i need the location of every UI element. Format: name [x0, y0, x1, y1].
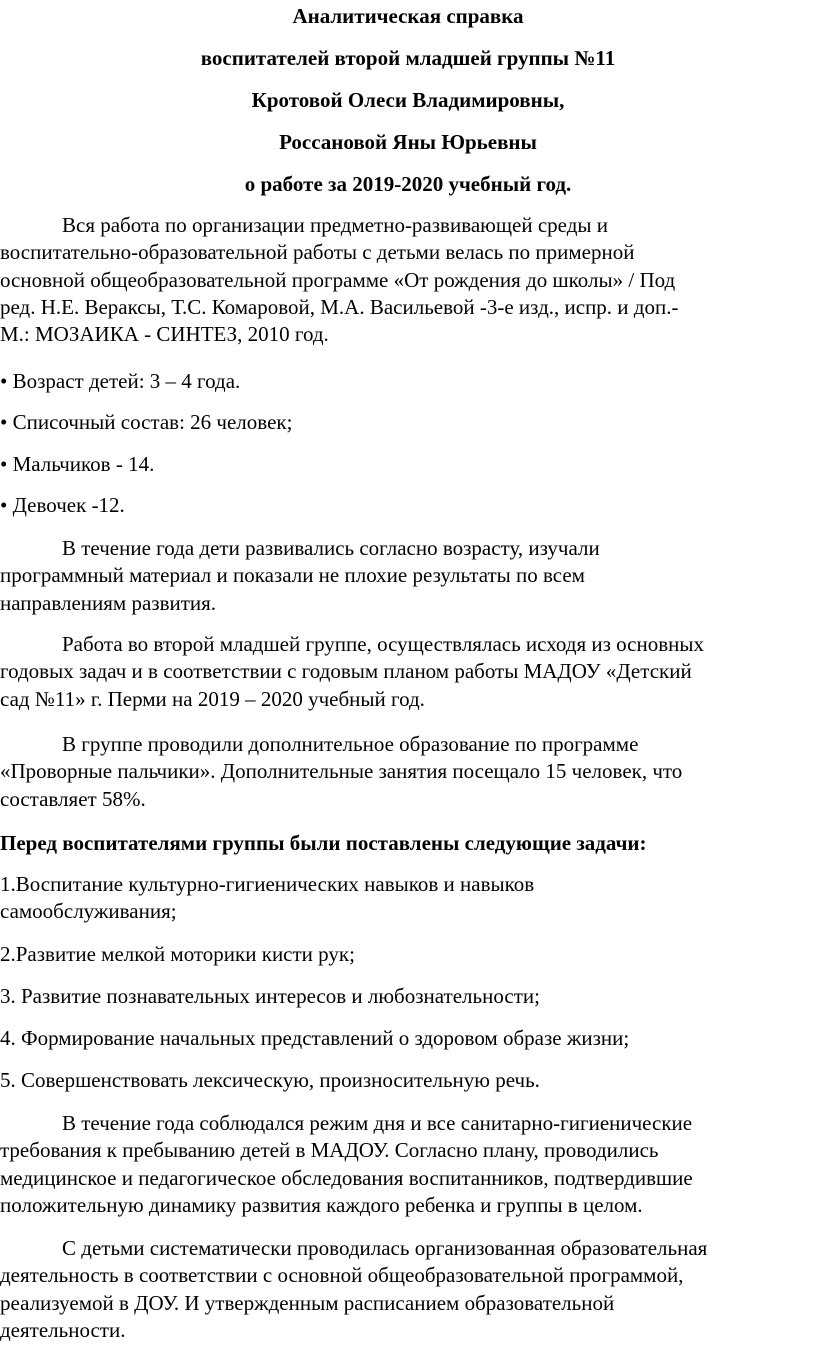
- fact-boys: • Мальчиков - 14.: [0, 452, 155, 476]
- development-line-2: программный материал и показали не плохие результаты по всем: [0, 563, 585, 588]
- extra-education-paragraph: [0, 731, 816, 813]
- work-paragraph: [0, 631, 816, 713]
- regime-line-3: медицинское и педагогическое обследования воспитанников, подтвердившие: [0, 1165, 693, 1190]
- title-line-5: о работе за 2019-2020 учебный год.: [244, 172, 572, 196]
- intro-line-2: воспитательно-образовательной работы с детьми велась по примерной: [0, 240, 635, 265]
- intro-line-3: основной общеобразовательной программе «От рождения до школы» / Под: [0, 267, 676, 292]
- intro-paragraph: [0, 212, 816, 348]
- task-1-line-1: 1.Воспитание культурно-гигиенических навыков и навыков: [0, 872, 535, 896]
- systematic-line-1: С детьми систематически проводилась организованная образовательная: [62, 1236, 708, 1260]
- fact-roster: • Списочный состав: 26 человек;: [0, 410, 293, 434]
- work-line-3: сад №11» г. Перми на 2019 – 2020 учебный год.: [0, 686, 425, 711]
- development-paragraph: [0, 535, 816, 617]
- task-2: 2.Развитие мелкой моторики кисти рук;: [0, 942, 355, 966]
- title-line-2: воспитателей второй младшей группы №11: [200, 46, 616, 70]
- regime-paragraph: [0, 1110, 816, 1219]
- extra-line-3: составляет 58%.: [0, 786, 146, 811]
- task-1: [0, 871, 816, 926]
- title-line-4: Россановой Яны Юрьевны: [279, 130, 537, 154]
- task-5: 5. Совершенствовать лексическую, произносительную речь.: [0, 1068, 540, 1092]
- regime-line-2: требования к пребыванию детей в МАДОУ. Согласно плану, проводились: [0, 1138, 659, 1163]
- intro-line-5: М.: МОЗАИКА - СИНТЕЗ, 2010 год.: [0, 322, 329, 347]
- task-4: 4. Формирование начальных представлений о здоровом образе жизни;: [0, 1026, 630, 1050]
- tasks-heading: Перед воспитателями группы были поставлены следующие задачи:: [0, 831, 647, 855]
- title-line-1: Аналитическая справка: [292, 4, 524, 28]
- task-3: 3. Развитие познавательных интересов и любознательности;: [0, 984, 540, 1008]
- systematic-line-2: деятельность в соответствии с основной общеобразовательной программой,: [0, 1263, 684, 1288]
- fact-girls: • Девочек -12.: [0, 493, 125, 517]
- systematic-paragraph: [0, 1235, 816, 1344]
- regime-line-4: положительную динамику развития каждого ребенка и группы в целом.: [0, 1192, 643, 1217]
- work-line-1: Работа во второй младшей группе, осуществлялась исходя из основных: [62, 632, 705, 656]
- intro-line-4: ред. Н.Е. Вераксы, Т.С. Комаровой, М.А. Васильевой -3-е изд., испр. и доп.-: [0, 294, 679, 319]
- task-1-line-2: самообслуживания;: [0, 899, 177, 924]
- fact-age: • Возраст детей: 3 – 4 года.: [0, 369, 241, 393]
- intro-line-1: Вся работа по организации предметно-развивающей среды и: [62, 213, 608, 237]
- extra-line-2: «Проворные пальчики». Дополнительные занятия посещало 15 человек, что: [0, 759, 683, 784]
- regime-line-1: В течение года соблюдался режим дня и все санитарно-гигиенические: [62, 1111, 693, 1135]
- systematic-line-3: реализуемой в ДОУ. И утвержденным расписанием образовательной: [0, 1290, 615, 1315]
- development-line-3: направлениям развития.: [0, 590, 217, 615]
- development-line-1: В течение года дети развивались согласно возрасту, изучали: [62, 536, 600, 560]
- extra-line-1: В группе проводили дополнительное образование по программе: [62, 732, 639, 756]
- title-line-3: Кротовой Олеси Владимировны,: [251, 88, 565, 112]
- systematic-line-4: деятельности.: [0, 1317, 126, 1342]
- work-line-2: годовых задач и в соответствии с годовым планом работы МАДОУ «Детский: [0, 659, 692, 684]
